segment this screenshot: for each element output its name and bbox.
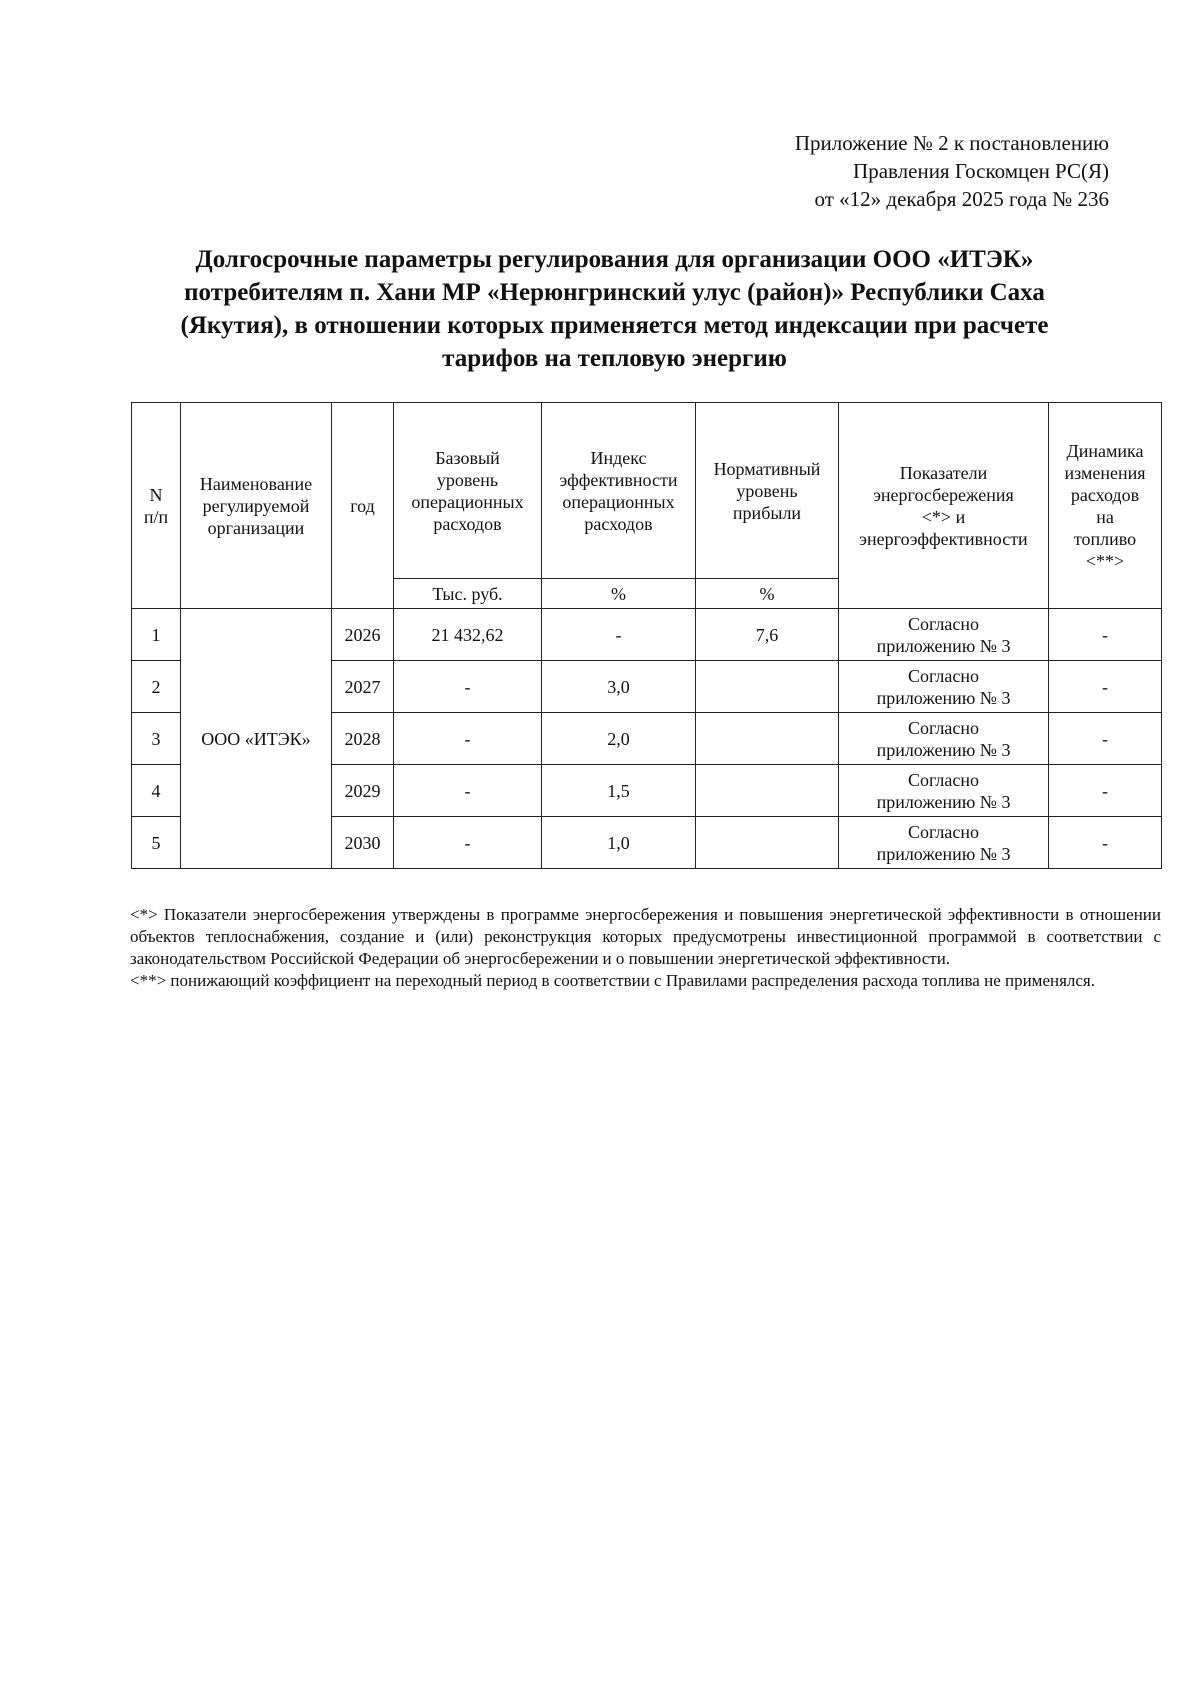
cell-text: приложению № 3 — [876, 791, 1011, 812]
cell-efficiency-index: 1,5 — [542, 765, 696, 817]
title-line: Долгосрочные параметры регулирования для организации ООО «ИТЭК» — [195, 246, 1034, 273]
cell-text: приложению № 3 — [876, 687, 1011, 708]
cell-text: Согласно — [907, 717, 980, 738]
cell-energy-indicators — [839, 609, 1049, 661]
cell-fuel-dynamics: - — [1049, 713, 1162, 765]
header-text: регулируемой — [202, 495, 310, 516]
cell-text: приложению № 3 — [876, 635, 1011, 656]
header-text: Индекс — [590, 447, 647, 468]
header-text: Показатели — [899, 462, 988, 483]
cell-text: Согласно — [907, 821, 980, 842]
cell-efficiency-index: - — [542, 609, 696, 661]
col-header-num — [132, 403, 181, 609]
col-header-profit-level — [696, 403, 839, 579]
cell-profit-level — [696, 713, 839, 765]
col-header-base-level — [394, 403, 542, 579]
unit-profit-level: % — [696, 579, 839, 609]
col-header-efficiency-index — [542, 403, 696, 579]
cell-base-level: - — [394, 661, 542, 713]
header-text: Динамика — [1066, 440, 1144, 461]
cell-year: 2029 — [332, 765, 394, 817]
header-line-appendix: Приложение № 2 к постановлению — [794, 131, 1109, 155]
header-text: Нормативный — [713, 458, 821, 479]
cell-energy-indicators — [839, 661, 1049, 713]
header-text: п/п — [143, 506, 169, 527]
cell-num: 5 — [132, 817, 181, 869]
unit-efficiency-index: % — [542, 579, 696, 609]
header-text: топливо — [1073, 528, 1137, 549]
cell-base-level: 21 432,62 — [394, 609, 542, 661]
cell-base-level: - — [394, 817, 542, 869]
header-text: энергоэффективности — [859, 528, 1028, 549]
unit-base-level: Тыс. руб. — [394, 579, 542, 609]
title-line: (Якутия), в отношении которых применяется метод индексации при расчете — [180, 312, 1049, 339]
cell-text: Согласно — [907, 665, 980, 686]
footnotes — [130, 904, 1161, 992]
header-text: энергосбережения — [873, 484, 1014, 505]
header-text: Наименование — [199, 473, 313, 494]
title-line: потребителям п. Хани МР «Нерюнгринский улус (район)» Республики Саха — [184, 279, 1045, 306]
header-text: операционных — [562, 491, 675, 512]
cell-year: 2030 — [332, 817, 394, 869]
table-header-row — [132, 403, 1162, 579]
cell-fuel-dynamics: - — [1049, 661, 1162, 713]
footnote-energy-saving: <*> Показатели энергосбережения утверждены в программе энергосбережения и повышения энергетической эффективности в отношении объектов теплоснабжения, создание и (или) реконструкция которых предусмотрены инвестиционной программой в соответствии с законодательством Российской Федерации об энергосбережении и о повышении энергетической эффективности. — [130, 905, 1161, 968]
cell-fuel-dynamics: - — [1049, 817, 1162, 869]
cell-profit-level — [696, 817, 839, 869]
cell-fuel-dynamics: - — [1049, 609, 1162, 661]
parameters-table — [131, 402, 1162, 869]
cell-energy-indicators — [839, 765, 1049, 817]
header-text: расходов — [584, 513, 653, 534]
header-text: Базовый — [435, 447, 500, 468]
cell-num: 1 — [132, 609, 181, 661]
cell-organization: ООО «ИТЭК» — [181, 609, 332, 869]
cell-text: приложению № 3 — [876, 739, 1011, 760]
header-text: изменения — [1064, 462, 1146, 483]
cell-fuel-dynamics: - — [1049, 765, 1162, 817]
cell-profit-level — [696, 661, 839, 713]
header-text: уровень — [436, 469, 499, 490]
header-text: <**> — [1085, 550, 1125, 571]
col-header-energy-indicators — [839, 403, 1049, 609]
cell-profit-level: 7,6 — [696, 609, 839, 661]
document-header — [795, 129, 1109, 213]
col-header-organization — [181, 403, 332, 609]
cell-base-level: - — [394, 713, 542, 765]
cell-year: 2026 — [332, 609, 394, 661]
cell-base-level: - — [394, 765, 542, 817]
cell-year: 2028 — [332, 713, 394, 765]
header-text: расходов — [433, 513, 502, 534]
cell-text: Согласно — [907, 613, 980, 634]
header-text: <*> и — [921, 506, 966, 527]
cell-energy-indicators — [839, 713, 1049, 765]
table-row — [132, 609, 1162, 661]
header-line-date: от «12» декабря 2025 года № 236 — [814, 187, 1109, 211]
header-text: N — [149, 484, 163, 505]
col-header-fuel-dynamics — [1049, 403, 1162, 609]
cell-num: 4 — [132, 765, 181, 817]
cell-profit-level — [696, 765, 839, 817]
document-title — [120, 243, 1109, 375]
cell-efficiency-index: 2,0 — [542, 713, 696, 765]
footnote-fuel-coefficient: <**> понижающий коэффициент на переходный период в соответствии с Правилами распределения расхода топлива не применялся. — [130, 971, 1095, 990]
cell-num: 2 — [132, 661, 181, 713]
cell-text: приложению № 3 — [876, 843, 1011, 864]
cell-efficiency-index: 1,0 — [542, 817, 696, 869]
header-text: прибыли — [732, 502, 802, 523]
cell-text: Согласно — [907, 769, 980, 790]
cell-efficiency-index: 3,0 — [542, 661, 696, 713]
cell-energy-indicators — [839, 817, 1049, 869]
header-text: расходов — [1070, 484, 1140, 505]
header-text: операционных — [411, 491, 524, 512]
col-header-year: год — [332, 403, 394, 609]
header-text: эффективности — [559, 469, 678, 490]
header-text: организации — [207, 517, 305, 538]
cell-year: 2027 — [332, 661, 394, 713]
title-line: тарифов на тепловую энергию — [442, 345, 787, 372]
header-text: на — [1096, 506, 1114, 527]
header-text: уровень — [736, 480, 798, 501]
cell-num: 3 — [132, 713, 181, 765]
header-line-authority: Правления Госкомцен РС(Я) — [853, 159, 1109, 183]
